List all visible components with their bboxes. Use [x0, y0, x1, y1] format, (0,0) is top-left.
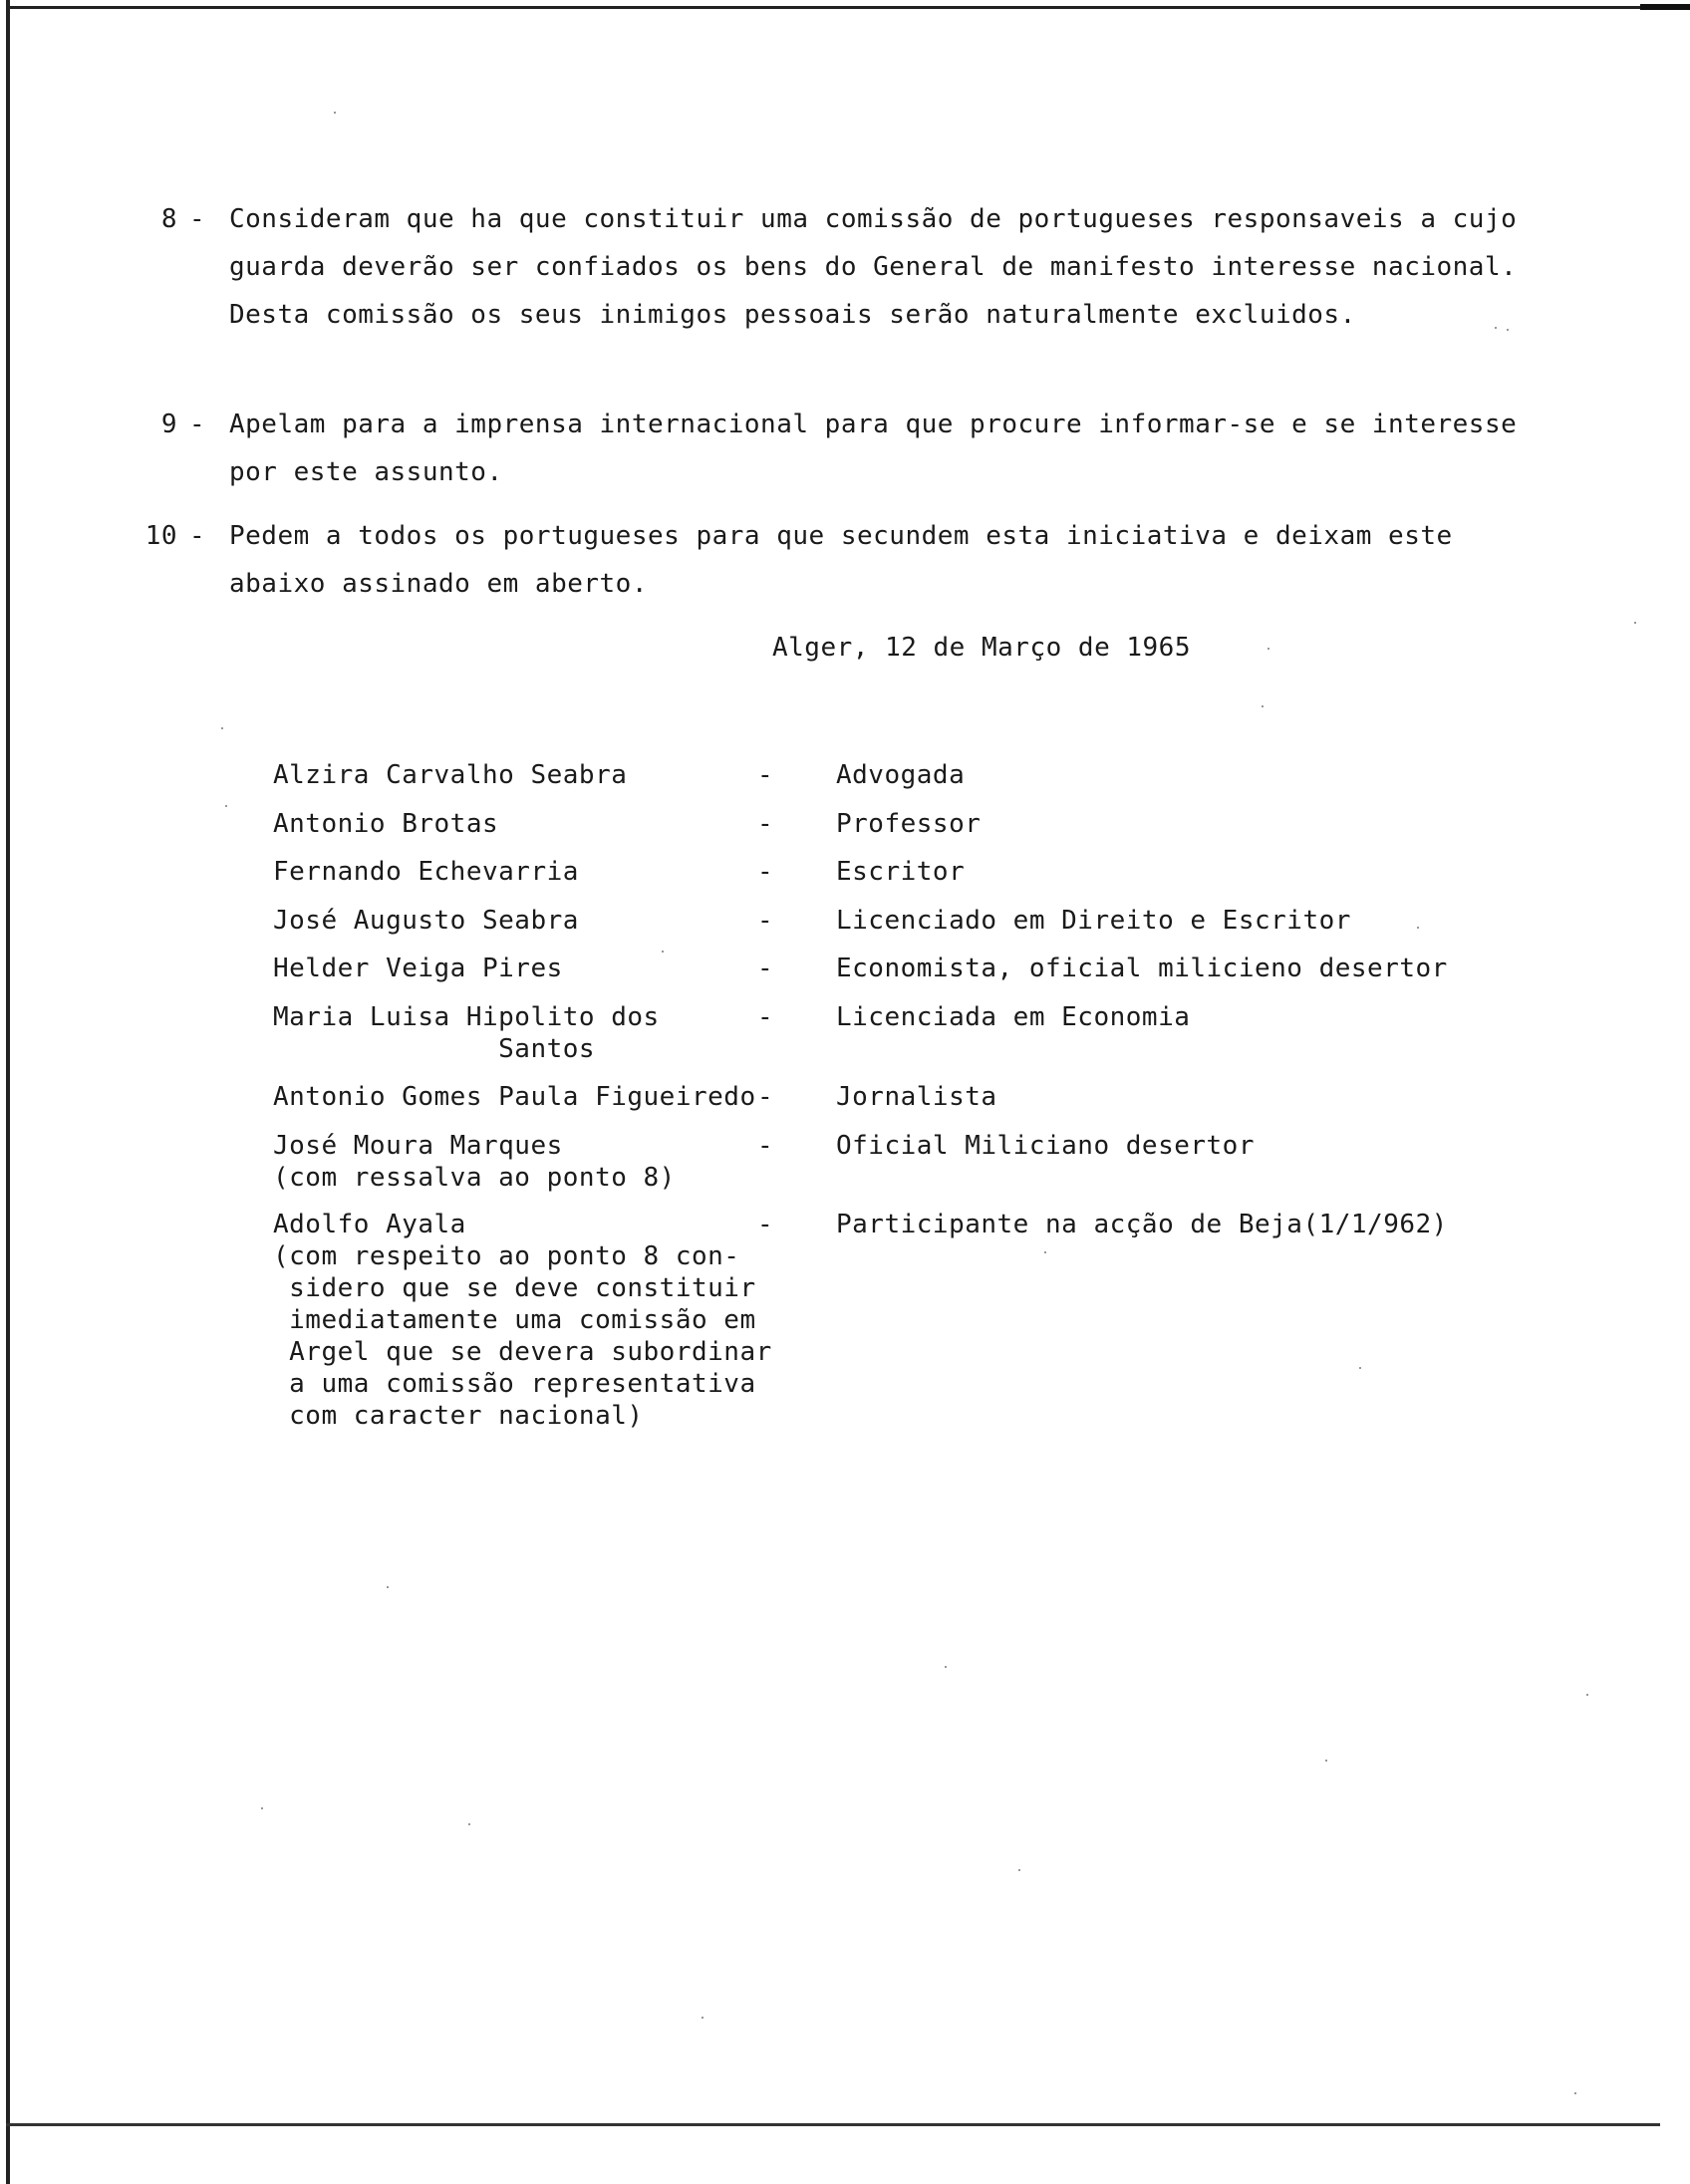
signatory-name: Antonio Brotas — [273, 809, 499, 839]
signatory-separator: - — [757, 1002, 774, 1032]
item-dash: - — [189, 521, 206, 551]
signatory-name: José Moura Marques (com ressalva ao ponto 8) — [273, 1131, 676, 1193]
scan-speck — [662, 951, 664, 953]
scan-speck — [1325, 1760, 1327, 1762]
signatory-name: Alzira Carvalho Seabra — [273, 760, 628, 790]
scan-border-bottom — [6, 2123, 1660, 2126]
signatory-role: Economista, oficial milicieno desertor — [836, 954, 1448, 983]
signatory-role: Licenciado em Direito e Escritor — [836, 906, 1351, 936]
scan-speck — [387, 1586, 389, 1588]
scan-speck — [468, 1823, 470, 1825]
item-dash: - — [189, 204, 206, 234]
scan-speck — [1586, 1694, 1588, 1696]
signatory-name: José Augusto Seabra — [273, 906, 579, 936]
scan-border-top — [6, 6, 1690, 9]
signatory-name: Fernando Echevarria — [273, 857, 579, 887]
signatory-separator: - — [757, 1210, 774, 1239]
signatory-separator: - — [757, 809, 774, 839]
scan-speck — [225, 805, 227, 807]
scan-speck — [702, 2017, 704, 2019]
signatory-role: Escritor — [836, 857, 966, 887]
scan-speck — [1417, 927, 1419, 929]
signatory-name: Antonio Gomes Paula Figueiredo — [273, 1082, 756, 1112]
scan-speck — [1359, 1367, 1361, 1369]
scan-speck — [1262, 705, 1264, 707]
signatory-separator: - — [757, 760, 774, 790]
scan-speck — [945, 1666, 947, 1668]
signatory-role: Oficial Miliciano desertor — [836, 1131, 1255, 1161]
scan-border-top-right — [1640, 4, 1690, 10]
item-number: 8 — [160, 204, 177, 234]
item-dash: - — [189, 410, 206, 439]
scan-speck — [1044, 1251, 1046, 1253]
scan-speck — [1574, 2092, 1576, 2094]
scan-speck — [1507, 329, 1509, 331]
scan-speck — [261, 1807, 263, 1809]
signatory-name: Helder Veiga Pires — [273, 954, 563, 983]
scan-speck — [1495, 327, 1497, 329]
signatory-separator: - — [757, 857, 774, 887]
signatory-name: Maria Luisa Hipolito dos Santos — [273, 1002, 660, 1064]
item-number: 9 — [160, 410, 177, 439]
scan-speck — [334, 112, 336, 114]
signatory-name: Adolfo Ayala (com respeito ao ponto 8 con- sidero que se deve constituir imediatamente uma comissão em Argel que se devera subordinar a uma comissão representativa com caracter nacional) — [273, 1210, 772, 1431]
signatory-role: Professor — [836, 809, 982, 839]
signatory-role: Advogada — [836, 760, 966, 790]
signatory-separator: - — [757, 906, 774, 936]
signatory-role: Jornalista — [836, 1082, 997, 1112]
signatory-separator: - — [757, 1131, 774, 1161]
item-text: Apelam para a imprensa internacional para que procure informar-se e se interesse por este assunto. — [229, 410, 1518, 487]
scan-speck — [1634, 622, 1636, 624]
place-date: Alger, 12 de Março de 1965 — [772, 633, 1191, 663]
signatory-role: Licenciada em Economia — [836, 1002, 1191, 1032]
signatory-role: Participante na acção de Beja(1/1/962) — [836, 1210, 1448, 1239]
signatory-separator: - — [757, 954, 774, 983]
signatory-separator: - — [757, 1082, 774, 1112]
scan-speck — [221, 727, 223, 729]
scan-speck — [1018, 1869, 1020, 1871]
item-text: Consideram que ha que constituir uma comissão de portugueses responsaveis a cujo guarda deverão ser confiados os bens do General de manifesto interesse nacional. Desta comissão os seus inimigos pessoais serão naturalmente excluidos. — [229, 204, 1518, 330]
scan-speck — [1268, 648, 1269, 650]
scan-border-left — [6, 0, 10, 2184]
item-number: 10 — [144, 521, 177, 551]
item-text: Pedem a todos os portugueses para que secundem esta iniciativa e deixam este abaixo assinado em aberto. — [229, 521, 1453, 599]
